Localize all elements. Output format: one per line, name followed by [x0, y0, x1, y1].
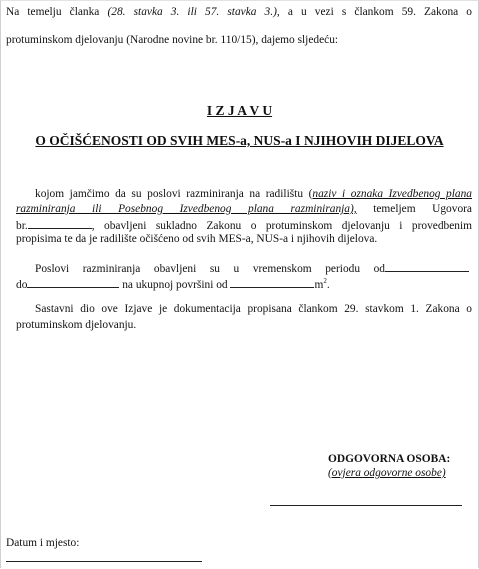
area-unit-exponent: 2 — [323, 277, 327, 286]
document-title-text: I Z J A V U — [206, 103, 273, 118]
document-subtitle — [0, 133, 479, 149]
area-unit: m — [314, 279, 324, 291]
para1-contract-text: temeljem Ugovora — [356, 203, 472, 215]
area-label: na ukupnoj površini od — [119, 279, 231, 291]
period-label: Poslovi razminiranja obavljeni su u vremenskom periodu od — [35, 263, 385, 275]
responsible-person-note-text: (ovjera odgovorne osobe) — [328, 467, 446, 479]
contract-number-label: br. — [16, 220, 28, 232]
para1-line-1 — [35, 188, 472, 200]
area-field[interactable] — [230, 277, 314, 288]
responsible-person-note — [328, 467, 446, 479]
document-title — [0, 103, 479, 119]
para3-line-1: Sastavni dio ove Izjave je dokumentacija propisana člankom 29. stavkom 1. Zakona o — [35, 303, 472, 315]
period-end-field[interactable] — [27, 277, 119, 288]
intro-text-a: Na temelju članka — [6, 6, 108, 18]
para1-plan-type-placeholder: razminiranja ili Posebnog Izvedbenog plana razminiranja), — [16, 203, 357, 215]
para1-line-4: propisima te da je radilište očišćeno od svih MES-a, NUS-a i njihovih dijelova. — [16, 233, 378, 245]
para1-text-a: kojom jamčimo da su poslovi razminiranja na radilištu ( — [35, 188, 313, 200]
signature-line[interactable] — [270, 505, 462, 506]
para1-text-c: , obavljeni sukladno Zakonu o protuminskom djelovanju i provedbenim — [91, 220, 472, 232]
para2-end: . — [326, 279, 330, 291]
contract-number-field[interactable] — [28, 218, 92, 229]
date-place-line[interactable] — [6, 561, 202, 562]
intro-text-b: , a u vezi s člankom 59. Zakona o — [276, 6, 472, 18]
document-subtitle-text: O OČIŠĆENOSTI OD SVIH MES-a, NUS-a I NJIHOVIH DIJELOVA — [35, 133, 444, 148]
para2-line-2 — [16, 277, 330, 291]
para1-line-3 — [16, 218, 472, 232]
date-place-label: Datum i mjesto: — [6, 537, 80, 549]
period-end-label: do — [16, 279, 28, 291]
intro-article-reference: (28. stavka 3. ili 57. stavka 3.) — [107, 6, 277, 18]
period-start-field[interactable] — [385, 261, 469, 272]
para2-line-1 — [35, 261, 472, 275]
para1-plan-name-placeholder: naziv i oznaka Izvedbenog plana — [312, 188, 472, 200]
para3-line-2: protuminskom djelovanju. — [16, 319, 137, 331]
intro-line-2: protuminskom djelovanju (Narodne novine br. 110/15), dajemo sljedeću: — [6, 34, 339, 46]
para1-line-2 — [16, 203, 472, 215]
responsible-person-label: ODGOVORNA OSOBA: — [328, 453, 451, 465]
intro-line-1 — [6, 6, 472, 18]
